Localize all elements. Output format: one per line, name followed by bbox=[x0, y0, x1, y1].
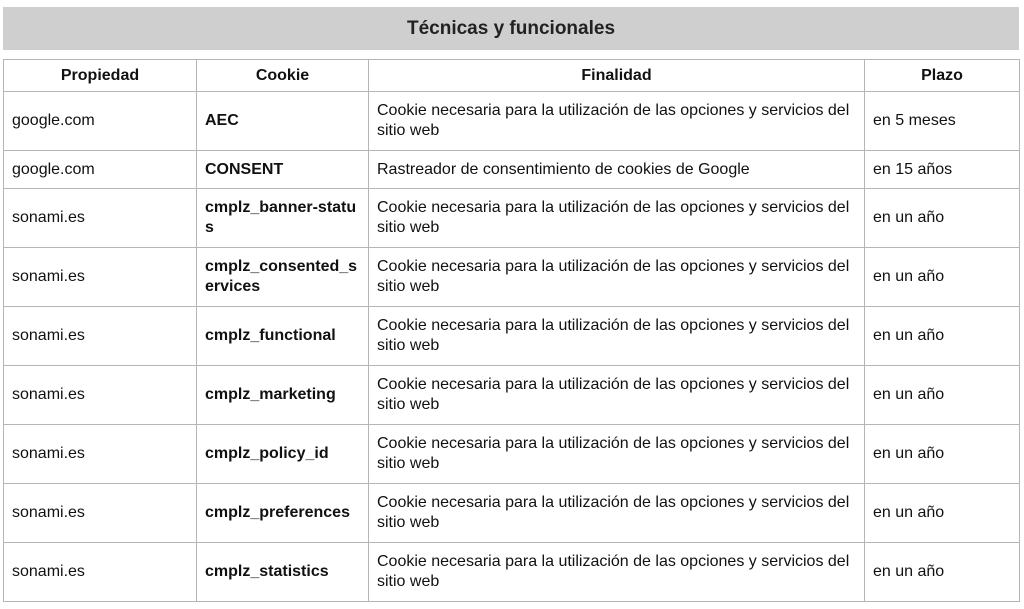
cell-purpose: Cookie necesaria para la utilización de las opciones y servicios del sitio web bbox=[369, 248, 865, 307]
header-purpose: Finalidad bbox=[369, 60, 865, 92]
cell-cookie: CONSENT bbox=[197, 151, 369, 189]
cell-term: en un año bbox=[865, 248, 1020, 307]
header-cookie: Cookie bbox=[197, 60, 369, 92]
cell-property: google.com bbox=[4, 92, 197, 151]
header-property: Propiedad bbox=[4, 60, 197, 92]
table-header-row bbox=[4, 60, 1020, 92]
cell-property: sonami.es bbox=[4, 248, 197, 307]
cell-cookie: cmplz_statistics bbox=[197, 543, 369, 602]
cell-cookie: AEC bbox=[197, 92, 369, 151]
cell-term: en un año bbox=[865, 366, 1020, 425]
cell-cookie: cmplz_banner-status bbox=[197, 189, 369, 248]
section-title: Técnicas y funcionales bbox=[3, 7, 1019, 50]
cell-term: en 15 años bbox=[865, 151, 1020, 189]
cell-property: sonami.es bbox=[4, 543, 197, 602]
table-row bbox=[4, 189, 1020, 248]
table-row bbox=[4, 248, 1020, 307]
cell-cookie: cmplz_marketing bbox=[197, 366, 369, 425]
cell-property: sonami.es bbox=[4, 366, 197, 425]
cell-purpose: Cookie necesaria para la utilización de las opciones y servicios del sitio web bbox=[369, 92, 865, 151]
cell-cookie: cmplz_functional bbox=[197, 307, 369, 366]
cell-property: sonami.es bbox=[4, 189, 197, 248]
cell-purpose: Cookie necesaria para la utilización de las opciones y servicios del sitio web bbox=[369, 543, 865, 602]
cell-cookie: cmplz_preferences bbox=[197, 484, 369, 543]
table-row bbox=[4, 366, 1020, 425]
cell-term: en un año bbox=[865, 189, 1020, 248]
cell-purpose: Cookie necesaria para la utilización de las opciones y servicios del sitio web bbox=[369, 425, 865, 484]
cell-property: sonami.es bbox=[4, 484, 197, 543]
table-row bbox=[4, 425, 1020, 484]
cell-term: en 5 meses bbox=[865, 92, 1020, 151]
table-row bbox=[4, 484, 1020, 543]
cell-property: google.com bbox=[4, 151, 197, 189]
cell-purpose: Cookie necesaria para la utilización de las opciones y servicios del sitio web bbox=[369, 484, 865, 543]
cell-property: sonami.es bbox=[4, 307, 197, 366]
cell-purpose: Cookie necesaria para la utilización de las opciones y servicios del sitio web bbox=[369, 366, 865, 425]
cookies-table bbox=[3, 59, 1020, 602]
table-row bbox=[4, 307, 1020, 366]
cell-purpose: Rastreador de consentimiento de cookies de Google bbox=[369, 151, 865, 189]
cell-term: en un año bbox=[865, 484, 1020, 543]
cell-term: en un año bbox=[865, 425, 1020, 484]
cell-cookie: cmplz_policy_id bbox=[197, 425, 369, 484]
table-row bbox=[4, 543, 1020, 602]
cell-term: en un año bbox=[865, 543, 1020, 602]
header-term: Plazo bbox=[865, 60, 1020, 92]
cell-term: en un año bbox=[865, 307, 1020, 366]
cell-property: sonami.es bbox=[4, 425, 197, 484]
cell-purpose: Cookie necesaria para la utilización de las opciones y servicios del sitio web bbox=[369, 307, 865, 366]
cell-cookie: cmplz_consented_services bbox=[197, 248, 369, 307]
table-row bbox=[4, 92, 1020, 151]
cell-purpose: Cookie necesaria para la utilización de las opciones y servicios del sitio web bbox=[369, 189, 865, 248]
table-row bbox=[4, 151, 1020, 189]
